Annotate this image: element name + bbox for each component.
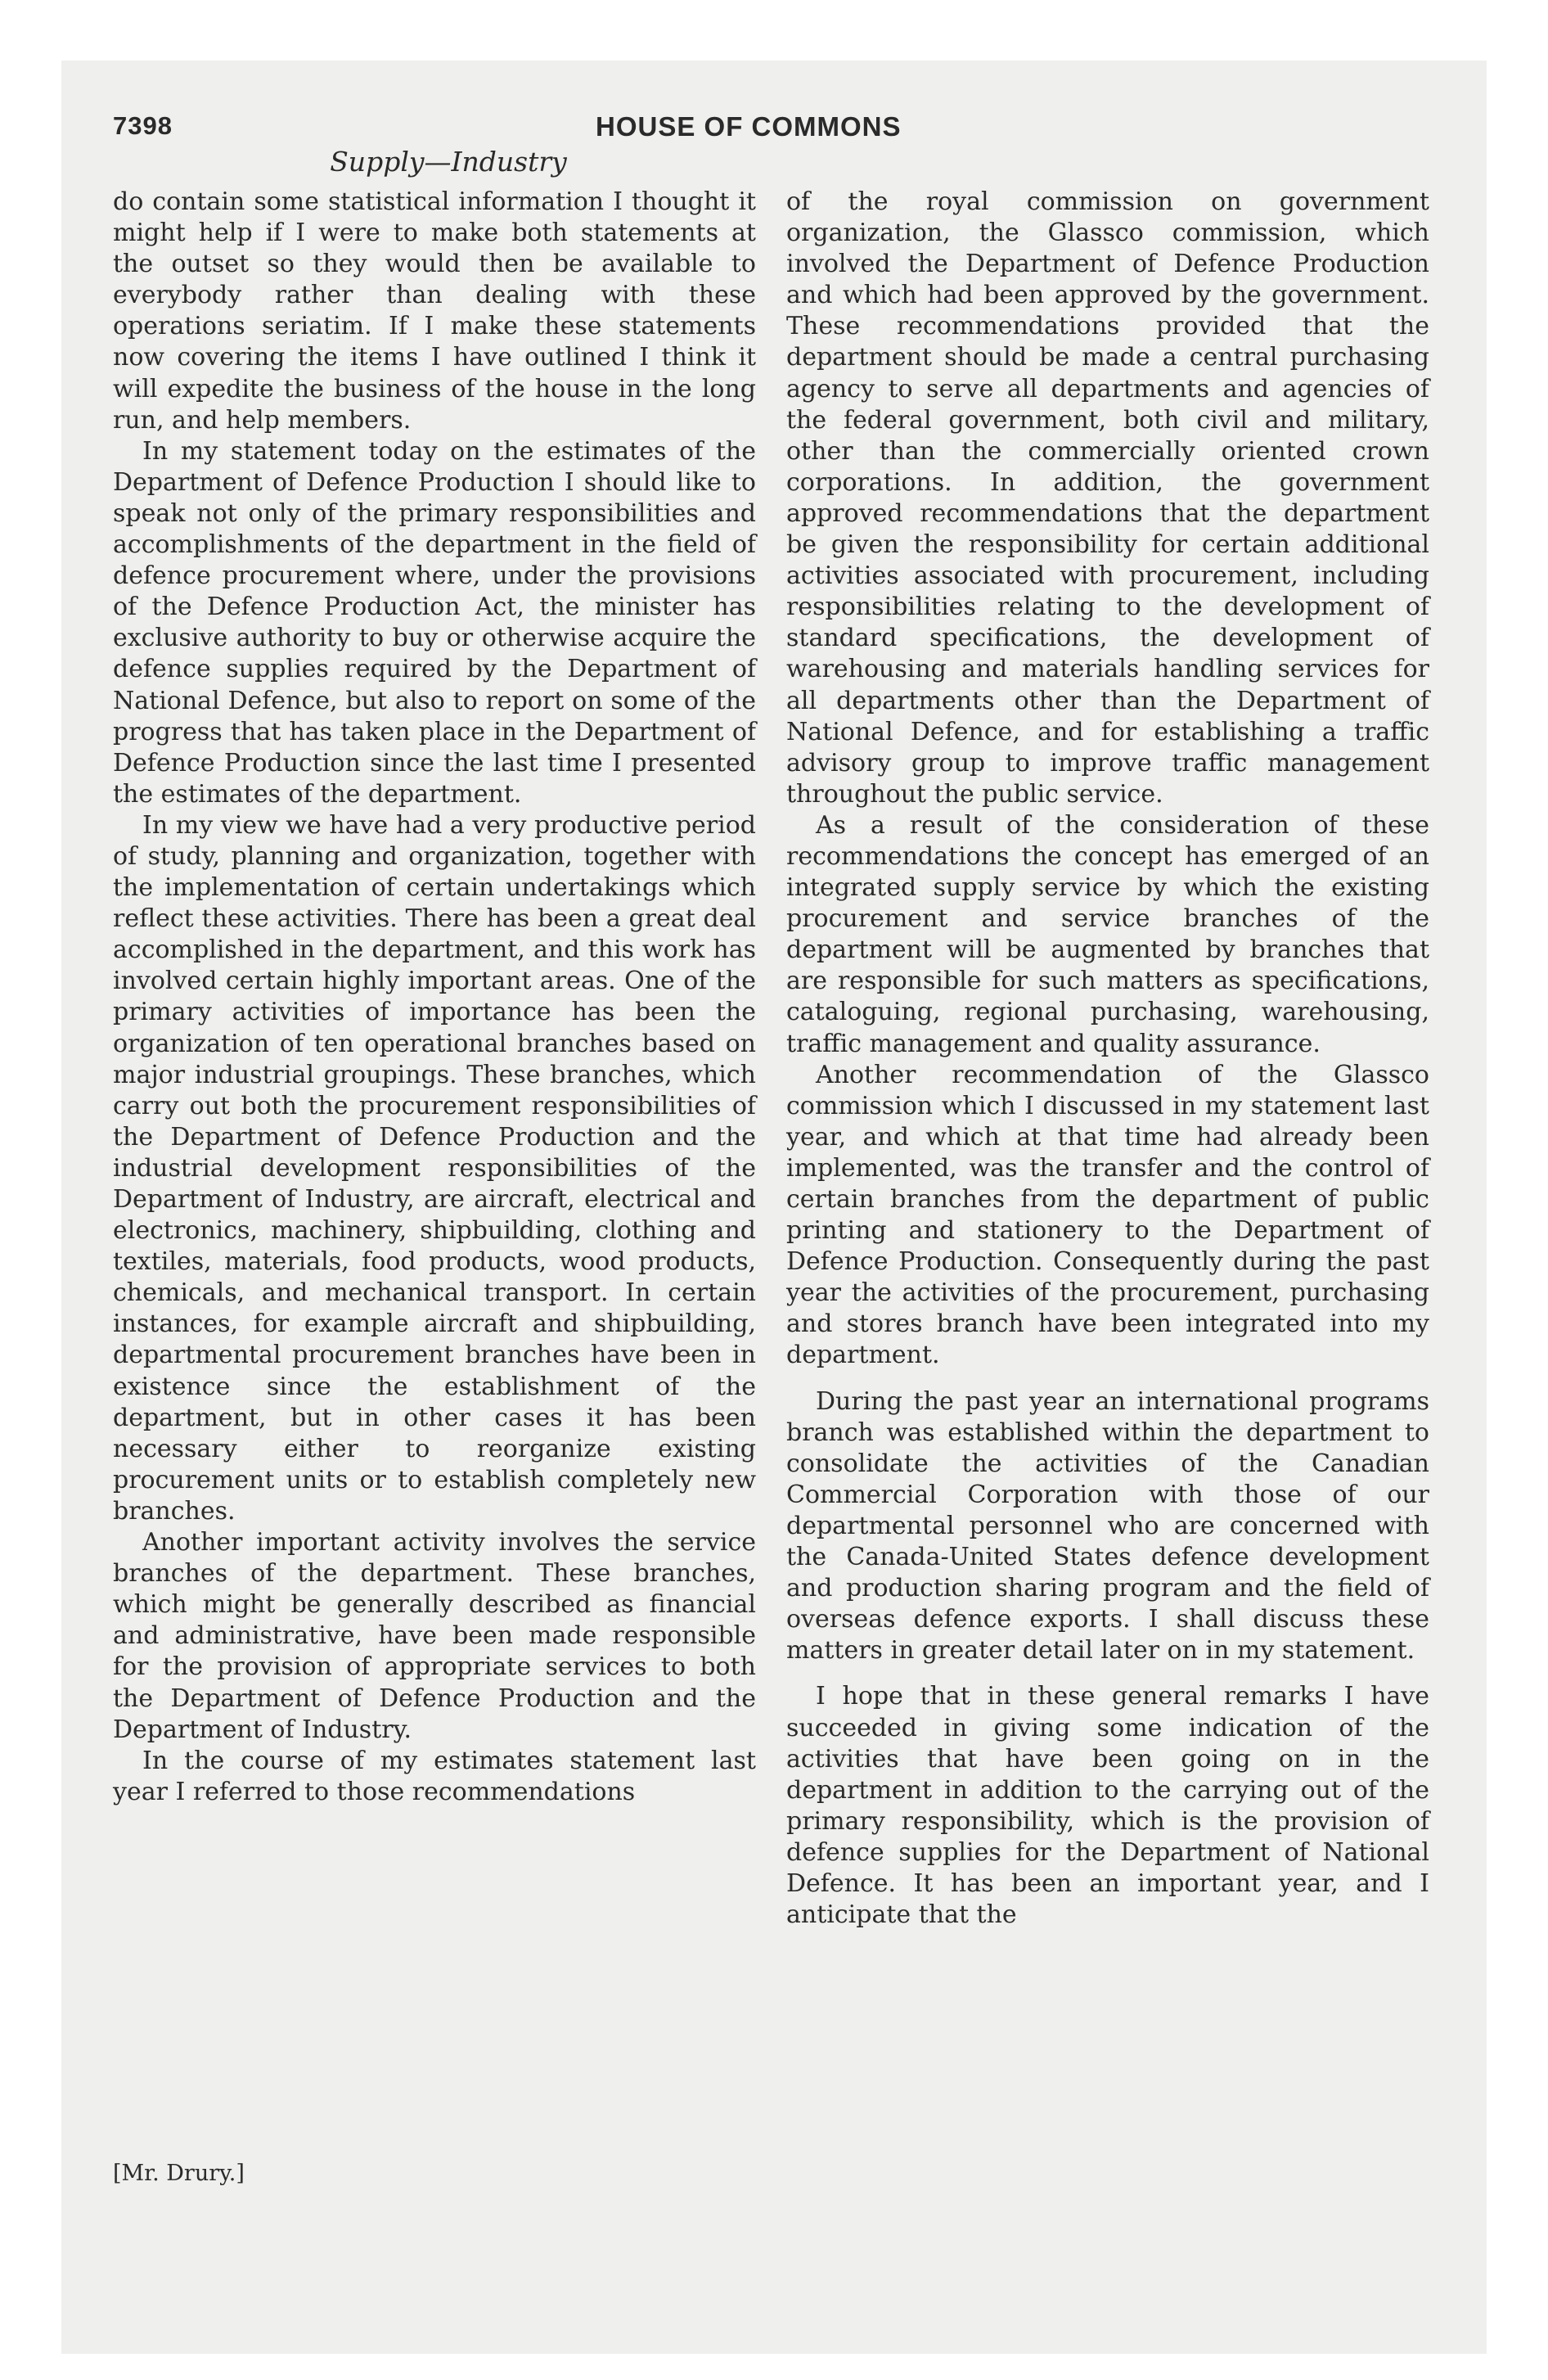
paragraph: In the course of my estimates statement last year I referred to those recommendations — [113, 1746, 756, 1806]
speaker-signature: [Mr. Drury.] — [113, 2161, 245, 2186]
paragraph: As a result of the consideration of these recommendations the concept has emerged of an integrated supply service by which the existing procurement and service branches of the department will be augmented by branches that are responsible for such matters as specifications, cataloguing, regional purchasing, warehousing, traffic management and quality assurance. — [786, 810, 1429, 1058]
running-head: HOUSE OF COMMONS — [596, 111, 902, 142]
right-column — [786, 187, 1429, 1931]
paragraph: Another recommendation of the Glassco commission which I discussed in my statement last year, and which at that time had already been implemented, was the transfer and the control of certain branches from the department of public printing and stationery to the Department of Defence Production. Consequently during the past year the activities of the procurement, purchasing and stores branch have been integrated into my department. — [786, 1060, 1429, 1370]
page-number: 7398 — [113, 111, 173, 140]
paragraph: In my statement today on the estimates of the Department of Defence Production I should like to speak not only of the primary responsibilities and accomplishments of the department in the field of defence procurement where, under the provisions of the Defence Production Act, the minister has exclusive authority to buy or otherwise acquire the defence supplies required by the Department of National Defence, but also to report on some of the progress that has taken place in the Department of Defence Production since the last time I presented the estimates of the department. — [113, 436, 756, 809]
left-column — [113, 187, 756, 1808]
document-page — [113, 98, 1448, 2308]
paragraph: do contain some statistical information I thought it might help if I were to make both statements at the outset so they would then be available to everybody rather than dealing with these operations seriatim. If I make these statements now covering the items I have outlined I think it will expedite the business of the house in the long run, and help members. — [113, 187, 756, 435]
paragraph: Another important activity involves the service branches of the department. These branches, which might be generally described as financial and administrative, have been made responsible for the provision of appropriate services to both the Department of Defence Production and the Department of Industry. — [113, 1528, 756, 1744]
paragraph: In my view we have had a very productive period of study, planning and organization, together with the implementation of certain undertakings which reflect these activities. There has been a great deal accomplished in the department, and this work has involved certain highly important areas. One of the primary activities of importance has been the organization of ten operational branches based on major industrial groupings. These branches, which carry out both the procurement responsibilities of the Department of Defence Production and the industrial development responsibilities of the Department of Industry, are aircraft, electrical and electronics, machinery, shipbuilding, clothing and textiles, materials, food products, wood products, chemicals, and mechanical transport. In certain instances, for example aircraft and shipbuilding, departmental procurement branches have been in existence since the establishment of the department, but in other cases it has been necessary either to reorganize existing procurement units or to establish completely new branches. — [113, 810, 756, 1526]
paragraph: of the royal commission on government organization, the Glassco commission, which involved the Department of Defence Production and which had been approved by the government. These recommendations provided that the department should be made a central purchasing agency to serve all departments and agencies of the federal government, both civil and military, other than the commercially oriented crown corporations. In addition, the government approved recommendations that the department be given the responsibility for certain additional activities associated with procurement, including responsibilities relating to the development of standard specifications, the development of warehousing and materials handling services for all departments other than the Department of National Defence, and for establishing a traffic advisory group to improve traffic management throughout the public service. — [786, 187, 1429, 809]
section-subhead: Supply—Industry — [330, 146, 567, 178]
page-header — [113, 98, 1448, 144]
paragraph: I hope that in these general remarks I have succeeded in giving some indication of the activities that have been going on in the department in addition to the carrying out of the primary responsibility, which is the provision of defence supplies for the Department of National Defence. It has been an important year, and I anticipate that the — [786, 1682, 1429, 1930]
paragraph: During the past year an international programs branch was established within the department to consolidate the activities of the Canadian Commercial Corporation with those of our departmental personnel who are concerned with the Canada-United States defence development and production sharing program and the field of overseas defence exports. I shall discuss these matters in greater detail later on in my statement. — [786, 1386, 1429, 1666]
